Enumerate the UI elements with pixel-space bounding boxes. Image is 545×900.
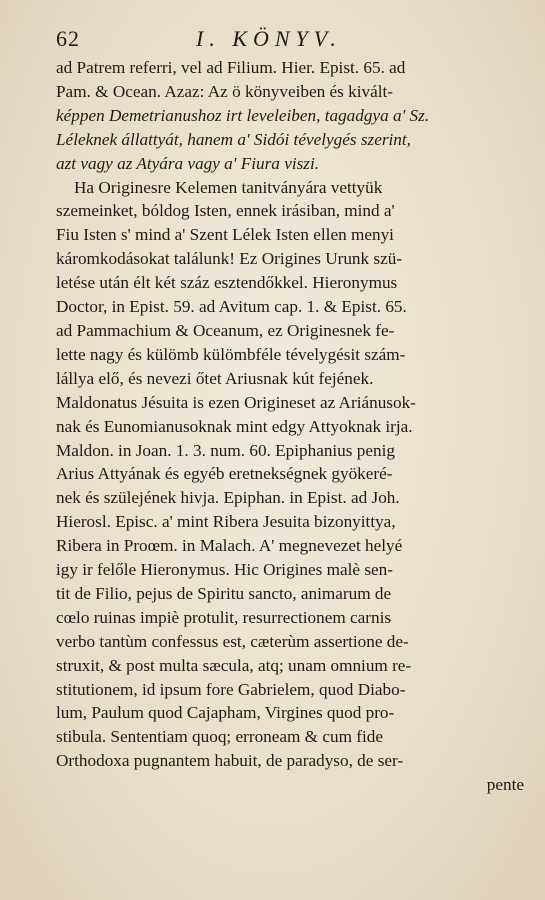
text-line: Pam. & Ocean. Azaz: Az ö könyveiben és kivált- [56,81,393,101]
text-line: Maldon. in Joan. 1. 3. num. 60. Epiphanius penig [56,440,395,460]
text-line: verbo tantùm confessus est, cæterùm assertione de- [56,631,409,651]
text-line: Ribera in Proœm. in Malach. A' megnevezet helyé [56,536,403,556]
text-line: struxit, & post multa sæcula, atq; unam omnium re- [56,655,412,675]
text-line: azt vagy az Atyára vagy a' Fiura viszi. [56,153,320,173]
text-line: képpen Demetrianushoz irt leveleiben, tagadgya a' Sz. [56,105,430,125]
text-line: stitutionem, id ipsum fore Gabrielem, quod Diabo- [56,679,406,699]
body-text [56,56,523,797]
text-line: Maldonatus Jésuita is ezen Origineset az Ariánusok- [56,392,416,412]
text-line: lum, Paulum quod Cajapham, Virgines quod pro- [56,703,395,723]
text-line: Léleknek állattyát, hanem a' Sidói tévelygés szerint, [56,129,411,149]
page-header [56,26,523,56]
text-line: pente [486,775,524,795]
text-line: igy ir felőle Hieronymus. Hic Origines malè sen- [56,560,393,580]
text-line: nek és szülejének hivja. Epiphan. in Epist. ad Joh. [56,488,400,508]
text-line: Ha Originesre Kelemen tanitványára vettyük [74,177,383,197]
text-line: Fiu Isten s' mind a' Szent Lélek Isten ellen menyi [56,225,394,245]
text-line: Hierosl. Episc. a' mint Ribera Jesuita bizonyittya, [56,512,396,532]
text-line: szemeinket, bóldog Isten, ennek irásiban, mind a' [56,201,395,221]
text-line: káromkodásokat találunk! Ez Origines Urunk szü- [56,249,403,269]
text-line: tit de Filio, pejus de Spiritu sancto, animarum de [56,583,392,603]
text-line: ad Patrem referri, vel ad Filium. Hier. Epist. 65. ad [56,58,406,77]
text-line: nak és Eunomianusoknak mint edgy Attyoknak irja. [56,416,413,436]
text-line: stibula. Sententiam quoq; erroneam & cum fide [56,727,383,747]
text-line: letése után élt két száz esztendőkkel. Hieronymus [56,273,398,293]
text-line: Arius Attyának és egyéb eretnekségnek gyökeré- [56,464,393,484]
text-line: ad Pammachium & Oceanum, ez Originesnek fe- [56,320,395,340]
text-line: cœlo ruinas impiè protulit, resurrectionem carnis [56,607,392,627]
text-line: lette nagy és külömb külömbféle tévelygésit szám- [56,344,406,364]
text-line: Doctor, in Epist. 59. ad Avitum cap. 1. & Epist. 65. [56,297,407,317]
text-line: lállya elő, és nevezi őtet Ariusnak kút fejének. [56,368,374,388]
page-number: 62 [56,26,80,51]
running-head: I. KÖNYV. [196,26,342,51]
text-line: Orthodoxa pugnantem habuit, de paradyso, de ser- [56,751,404,771]
